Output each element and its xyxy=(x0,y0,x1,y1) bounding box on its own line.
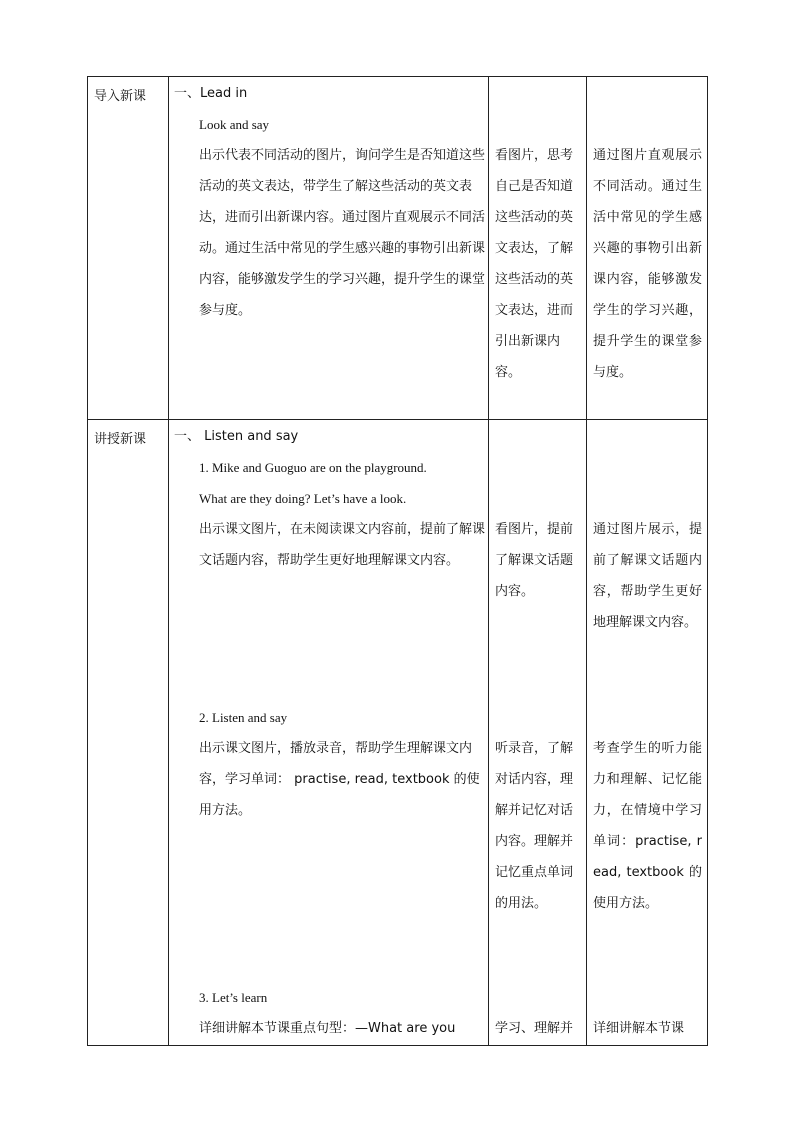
stage-cell xyxy=(88,77,169,420)
content-cell xyxy=(169,77,489,420)
design-purpose: 通过图片展示，提前了解课文话题内容，帮助学生更好地理解课文内容。 xyxy=(593,522,702,630)
student-cell xyxy=(489,420,587,1046)
teacher-activity: 出示课文图片，在未阅读课文内容前，提前了解课文话题内容，帮助学生更好地理解课文内容。 xyxy=(199,522,486,568)
design-purpose: 考查学生的听力能力和理解、记忆能力，在情境中学习单词：practise, read, textbook 的使用方法。 xyxy=(593,741,702,911)
step-3-title: 3. Let’s learn xyxy=(199,990,268,1005)
student-cell xyxy=(489,77,587,420)
student-activity: 学习、理解并 xyxy=(495,1021,574,1036)
section-subheading: Look and say xyxy=(199,117,270,132)
student-activity: 看图片，思考自己是否知道这些活动的英文表达，了解这些活动的英文表达，进而引出新课内容。 xyxy=(495,148,574,380)
teacher-activity: 详细讲解本节课重点句型：—What are you xyxy=(199,1021,456,1036)
teacher-activity: 出示课文图片，播放录音，帮助学生理解课文内容，学习单词： practise, read, textbook 的使用方法。 xyxy=(199,741,480,818)
purpose-cell xyxy=(587,77,708,420)
table-row xyxy=(88,420,708,1046)
purpose-cell xyxy=(587,420,708,1046)
stage-label: 讲授新课 xyxy=(94,432,147,447)
stage-cell xyxy=(88,420,169,1046)
lesson-plan-table xyxy=(87,76,708,1046)
table-row xyxy=(88,77,708,420)
section-heading: 一、Lead in xyxy=(174,86,248,101)
section-heading: 一、 Listen and say xyxy=(174,429,299,444)
step-1-title: 1. Mike and Guoguo are on the playground. xyxy=(199,460,427,475)
design-purpose: 详细讲解本节课 xyxy=(593,1021,685,1036)
teacher-activity: 出示代表不同活动的图片，询问学生是否知道这些活动的英文表达，带学生了解这些活动的英文表达，进而引出新课内容。通过图片直观展示不同活动。通过生活中常见的学生感兴趣的事物引出新课内容，能够激发学生的学习兴趣，提升学生的课堂参与度。 xyxy=(199,148,486,318)
content-cell xyxy=(169,420,489,1046)
student-activity: 看图片，提前了解课文话题内容。 xyxy=(495,522,574,599)
stage-label: 导入新课 xyxy=(94,89,147,104)
step-2-title: 2. Listen and say xyxy=(199,710,288,725)
design-purpose: 通过图片直观展示不同活动。通过生活中常见的学生感兴趣的事物引出新课内容，能够激发学生的学习兴趣，提升学生的课堂参与度。 xyxy=(593,148,702,380)
step-1-question: What are they doing? Let’s have a look. xyxy=(199,491,407,506)
student-activity: 听录音，了解对话内容，理解并记忆对话内容。理解并记忆重点单词的用法。 xyxy=(495,741,574,911)
